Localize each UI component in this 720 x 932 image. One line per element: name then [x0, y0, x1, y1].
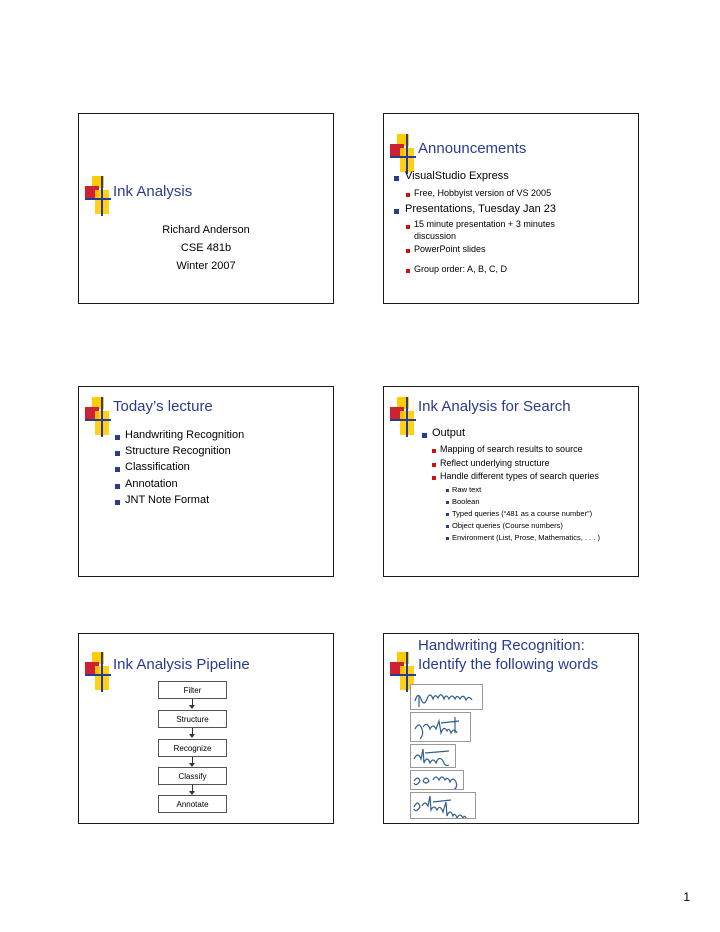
bullet-icon: [446, 525, 449, 528]
slide-handwriting-recognition: [383, 633, 639, 824]
bullet-icon: [446, 537, 449, 540]
bullet-icon: [115, 467, 120, 472]
list-item: Environment (List, Prose, Mathematics, . . . ): [452, 533, 600, 542]
slide-title-line2: Identify the following words: [418, 656, 599, 673]
pipeline-step-classify: Classify: [158, 767, 227, 785]
list-item: Group order: A, B, C, D: [414, 264, 508, 274]
slide-todays-lecture: [78, 386, 334, 577]
arrow-icon: [189, 705, 195, 709]
list-item: Handle different types of search queries: [440, 471, 599, 481]
pipeline-step-recognize: Recognize: [158, 739, 227, 757]
list-item: 15 minute presentation + 3 minutes: [414, 219, 555, 229]
bullet-icon: [406, 249, 410, 253]
list-item: Mapping of search results to source: [440, 444, 583, 454]
list-item: Handwriting Recognition: [125, 429, 245, 441]
slide-title-text: Ink Analysis for Search: [418, 398, 571, 415]
bullet-icon: [432, 449, 436, 453]
slide-pipeline: [78, 633, 334, 824]
list-item: Presentations, Tuesday Jan 23: [405, 203, 557, 215]
list-item: Annotation: [125, 478, 178, 490]
slide-title-text: Announcements: [418, 140, 527, 157]
bullet-icon: [446, 513, 449, 516]
course-code: CSE 481b: [180, 242, 232, 254]
slide-title-text: Ink Analysis: [113, 183, 193, 200]
bullet-icon: [446, 489, 449, 492]
author-name: Richard Anderson: [162, 224, 250, 236]
list-item: VisualStudio Express: [405, 170, 509, 182]
list-item: Raw text: [452, 485, 482, 494]
slide-accent-icon: [390, 134, 416, 174]
page-number: 1: [683, 890, 690, 904]
list-item: Reflect underlying structure: [440, 458, 550, 468]
handwriting-sample-image: [410, 770, 464, 790]
bullet-icon: [115, 435, 120, 440]
handwriting-sample-image: [410, 684, 483, 710]
list-item: Boolean: [452, 497, 480, 506]
slide-title-line1: Handwriting Recognition:: [418, 637, 585, 654]
bullet-icon: [432, 463, 436, 467]
slide-accent-icon: [85, 397, 111, 437]
term: Winter 2007: [176, 260, 236, 272]
bullet-icon: [406, 269, 410, 273]
bullet-icon: [406, 193, 410, 197]
list-item: Structure Recognition: [125, 445, 231, 457]
slide-accent-icon: [85, 176, 111, 216]
list-item: discussion: [414, 231, 457, 241]
list-item: Object queries (Course numbers): [452, 521, 563, 530]
handwriting-sample-image: [410, 712, 471, 742]
arrow-icon: [189, 734, 195, 738]
bullet-icon: [406, 225, 410, 229]
slide-title: [78, 113, 334, 304]
list-item: Classification: [125, 461, 190, 473]
bullet-icon: [115, 484, 120, 489]
list-item: PowerPoint slides: [414, 244, 486, 254]
handwriting-sample-image: [410, 792, 476, 819]
bullet-icon: [446, 501, 449, 504]
slide-title-text: Today’s lecture: [113, 398, 213, 415]
list-item: Free, Hobbyist version of VS 2005: [414, 188, 552, 198]
bullet-icon: [432, 476, 436, 480]
bullet-icon: [422, 433, 427, 438]
bullet-icon: [115, 451, 120, 456]
list-item: Output: [432, 427, 466, 439]
pipeline-step-filter: Filter: [158, 681, 227, 699]
slide-announcements: [383, 113, 639, 304]
bullet-icon: [394, 209, 399, 214]
bullet-icon: [394, 176, 399, 181]
slide-accent-icon: [85, 652, 111, 692]
slide-accent-icon: [390, 397, 416, 437]
slide-ink-analysis-search: [383, 386, 639, 577]
pipeline-step-annotate: Annotate: [158, 795, 227, 813]
slide-title-text: Ink Analysis Pipeline: [113, 656, 250, 673]
list-item: JNT Note Format: [125, 494, 210, 506]
handwriting-sample-image: [410, 744, 456, 768]
bullet-icon: [115, 500, 120, 505]
list-item: Typed queries (“481 as a course number”): [452, 509, 593, 518]
pipeline-step-structure: Structure: [158, 710, 227, 728]
